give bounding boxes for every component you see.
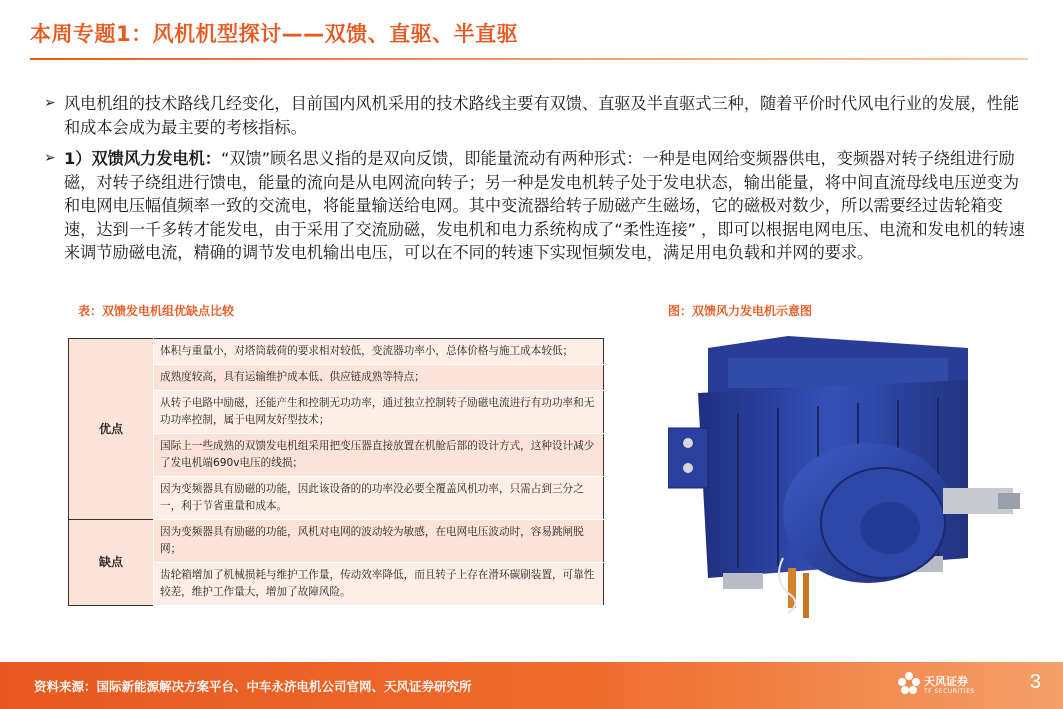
table-cell: 因为变频器具有励磁的功能，因此该设备的的功率没必要全覆盖风机功率，只需占到三分之一，利于节省重量和成本。	[154, 477, 604, 520]
page-title: 本周专题1：风机机型探讨——双馈、直驱、半直驱	[30, 22, 519, 46]
footer-bar	[0, 662, 1063, 709]
bullet-item	[42, 92, 1028, 139]
table-cell: 齿轮箱增加了机械损耗与维护工作量，传动效率降低，而且转子上存在滑环碳刷装置，可靠性较差，维护工作量大，增加了故障风险。	[154, 563, 604, 606]
arrow-bullet-icon: ➢	[44, 95, 56, 111]
bullet-item	[42, 147, 1028, 265]
logo-subtext: TF SECURITIES	[924, 688, 975, 695]
title-divider	[30, 58, 1028, 60]
terminal-box	[668, 428, 708, 488]
bullet-list	[42, 92, 1028, 273]
table-cell: 成熟度较高，具有运输维护成本低、供应链成熟等特点；	[154, 365, 604, 391]
table-cell: 国际上一些成熟的双馈发电机组采用把变压器直接放置在机舱后部的设计方式，这种设计减少了发电机端690v电压的线损；	[154, 434, 604, 477]
arrow-bullet-icon: ➢	[44, 150, 56, 166]
comparison-table	[68, 338, 604, 606]
table-cell: 体积与重量小，对塔筒载荷的要求相对较低，变流器功率小，总体价格与施工成本较低；	[154, 339, 604, 365]
doubly-fed-generator-image	[668, 318, 1026, 630]
logo-text: 天风证券	[924, 675, 968, 688]
bullet-lead: 1）双馈风力发电机：	[64, 149, 221, 168]
page-number: 3	[1029, 671, 1041, 693]
table-cell: 从转子电路中励磁，还能产生和控制无功功率，通过独立控制转子励磁电流进行有功功率和无功功率控制，属于电网友好型技术；	[154, 391, 604, 434]
bullet-text: 风电机组的技术路线几经变化，目前国内风机采用的技术路线主要有双馈、直驱及半直驱式三种，随着平价时代风电行业的发展，性能和成本会成为最主要的考核指标。	[64, 94, 1020, 137]
mounting-foot	[723, 573, 763, 589]
table-caption: 表：双馈发电机组优缺点比较	[78, 304, 235, 318]
disadvantages-label: 缺点	[69, 520, 154, 606]
source-note: 资料来源：国际新能源解决方案平台、中车永济电机公司官网、天风证券研究所	[34, 679, 472, 694]
table-cell: 因为变频器具有励磁的功能，风机对电网的波动较为敏感，在电网电压波动时，容易跳闸脱网；	[154, 520, 604, 563]
figure-caption: 图：双馈风力发电机示意图	[668, 304, 813, 318]
flower-logo-icon	[898, 671, 920, 697]
advantages-label: 优点	[69, 339, 154, 520]
tf-securities-logo	[898, 671, 998, 701]
bullet-text: “双馈”顾名思义指的是双向反馈，即能量流动有两种形式：一种是电网给变频器供电，变频器对转子绕组进行励磁，对转子绕组进行馈电，能量的流向是从电网流向转子；另一种是发电机转子处于发电状态，输出能量，将中间直流母线电压逆变为和电网电压幅值频率一致的交流电，将能量输送给电网。其中变流器给转子励磁产生磁场，它的磁极对数少，所以需要经过齿轮箱变速，达到一千多转才能发电，由于采用了交流励磁，发电机和电力系统构成了“柔性连接” ，即可以根据电网电压、电流和发电机的转速来调节励磁电流，精确的调节发电机输出电压，可以在不同的转速下实现恒频发电，满足用电负载和并网的要求。	[64, 149, 1025, 262]
